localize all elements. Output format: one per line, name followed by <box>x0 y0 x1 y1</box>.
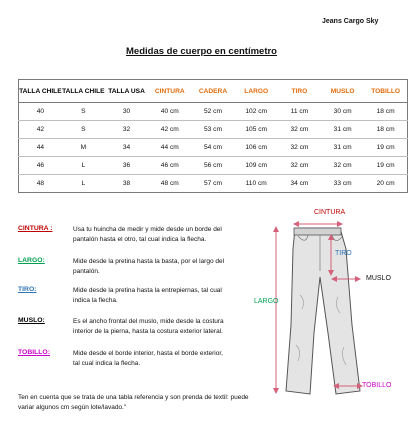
table-cell: 42 cm <box>148 121 191 139</box>
table-cell: 32 cm <box>278 139 321 157</box>
table-cell: 32 <box>105 121 148 139</box>
waistband <box>294 228 341 235</box>
diagram-label-tobillo: TOBILLO <box>362 382 392 389</box>
definition-term: TOBILLO: <box>18 349 50 356</box>
table-cell: 32 cm <box>278 121 321 139</box>
definition-term: CINTURA : <box>18 225 53 232</box>
table-cell: 42 <box>19 121 62 139</box>
table-cell: 102 cm <box>235 103 278 121</box>
table-cell: 38 <box>122 180 131 187</box>
table-cell: 57 cm <box>204 180 222 187</box>
definition-text: Mide desde la pretina hasta la entrepiernas, tal cual indica la flecha. <box>73 287 222 304</box>
table-cell: 46 cm <box>148 157 191 175</box>
table-cell: 106 cm <box>235 139 278 157</box>
table-cell: 105 cm <box>235 121 278 139</box>
table-cell: 32 cm <box>321 157 364 175</box>
definition-text: Mide desde la pretina hasta la basta, por el largo del pantalón. <box>73 258 225 275</box>
brand-name: Jeans Cargo Sky <box>322 18 379 25</box>
table-cell: 52 cm <box>191 103 234 121</box>
table-cell: 19 cm <box>364 157 407 175</box>
table-cell: 11 cm <box>278 103 321 121</box>
diagram-label-largo: LARGO <box>254 298 279 305</box>
column-header: TALLA CHILE <box>62 80 105 103</box>
column-header: TALLA CHILE <box>19 80 62 103</box>
table-cell: 110 cm <box>245 180 267 187</box>
diagram-label-muslo: MUSLO <box>366 275 391 282</box>
table-cell: 48 <box>36 180 45 187</box>
column-header: TIRO <box>278 80 321 103</box>
column-header: TOBILLO <box>364 80 407 103</box>
table-row <box>19 157 408 175</box>
table-cell: 44 cm <box>148 139 191 157</box>
size-table <box>18 79 408 193</box>
definition-term: MUSLO: <box>18 317 45 324</box>
table-cell: 31 cm <box>321 121 364 139</box>
table-cell: 36 <box>105 157 148 175</box>
definition-term: TIRO: <box>18 286 37 293</box>
table-cell: 30 cm <box>321 103 364 121</box>
definition-text: Es el ancho frontal del muslo, mide desde la costura interior de la pierna, hasta la costura exterior lateral. <box>73 318 224 335</box>
disclaimer-note: Ten en cuenta que se trata de una tabla referencia y son prenda de textil: puede variar algunos cm según lote/lavado." <box>18 394 249 411</box>
table-cell: 19 cm <box>364 139 407 157</box>
table-cell: L <box>62 157 105 175</box>
pants-diagram <box>248 205 416 401</box>
table-cell: S <box>62 103 105 121</box>
column-header: TALLA USA <box>105 80 148 103</box>
table-row <box>19 175 408 193</box>
table-cell: 30 <box>105 103 148 121</box>
table-cell: 46 <box>19 157 62 175</box>
table-cell: 31 cm <box>321 139 364 157</box>
table-cell: 40 cm <box>148 103 191 121</box>
table-cell: 109 cm <box>235 157 278 175</box>
definition-term: LARGO: <box>18 257 45 264</box>
table-row <box>19 139 408 157</box>
table-cell: 54 cm <box>191 139 234 157</box>
column-header: LARGO <box>235 80 278 103</box>
table-row <box>19 103 408 121</box>
table-cell: 32 cm <box>278 157 321 175</box>
table-header-row <box>19 80 408 103</box>
table-cell: L <box>81 180 86 187</box>
table-cell: S <box>62 121 105 139</box>
column-header: MUSLO <box>321 80 364 103</box>
definition-text: Mide desde el borde interior, hasta el borde exterior, tal cual indica la flecha. <box>73 350 223 367</box>
table-cell: M <box>62 139 105 157</box>
table-cell: 34 cm <box>290 180 309 187</box>
diagram-label-cintura: CINTURA <box>314 209 346 216</box>
table-cell: 20 cm <box>376 180 395 187</box>
table-cell: 18 cm <box>364 121 407 139</box>
table-body <box>19 103 408 193</box>
table-cell: 48 cm <box>160 180 179 187</box>
table-cell: 44 <box>19 139 62 157</box>
table-cell: 34 <box>105 139 148 157</box>
table-cell: 56 cm <box>191 157 234 175</box>
page-title: Medidas de cuerpo en centímetro <box>126 46 277 57</box>
column-header: CADERA <box>191 80 234 103</box>
table-cell: 33 cm <box>333 180 352 187</box>
table-cell: 53 cm <box>191 121 234 139</box>
table-row <box>19 121 408 139</box>
table-cell: 18 cm <box>364 103 407 121</box>
table-cell: 40 <box>19 103 62 121</box>
column-header: CINTURA <box>148 80 191 103</box>
definition-text: Usa tu huincha de medir y mide desde un borde del pantalón hasta el otro, tal cual indica la flecha. <box>73 226 222 243</box>
diagram-label-tiro: TIRO <box>335 250 352 257</box>
